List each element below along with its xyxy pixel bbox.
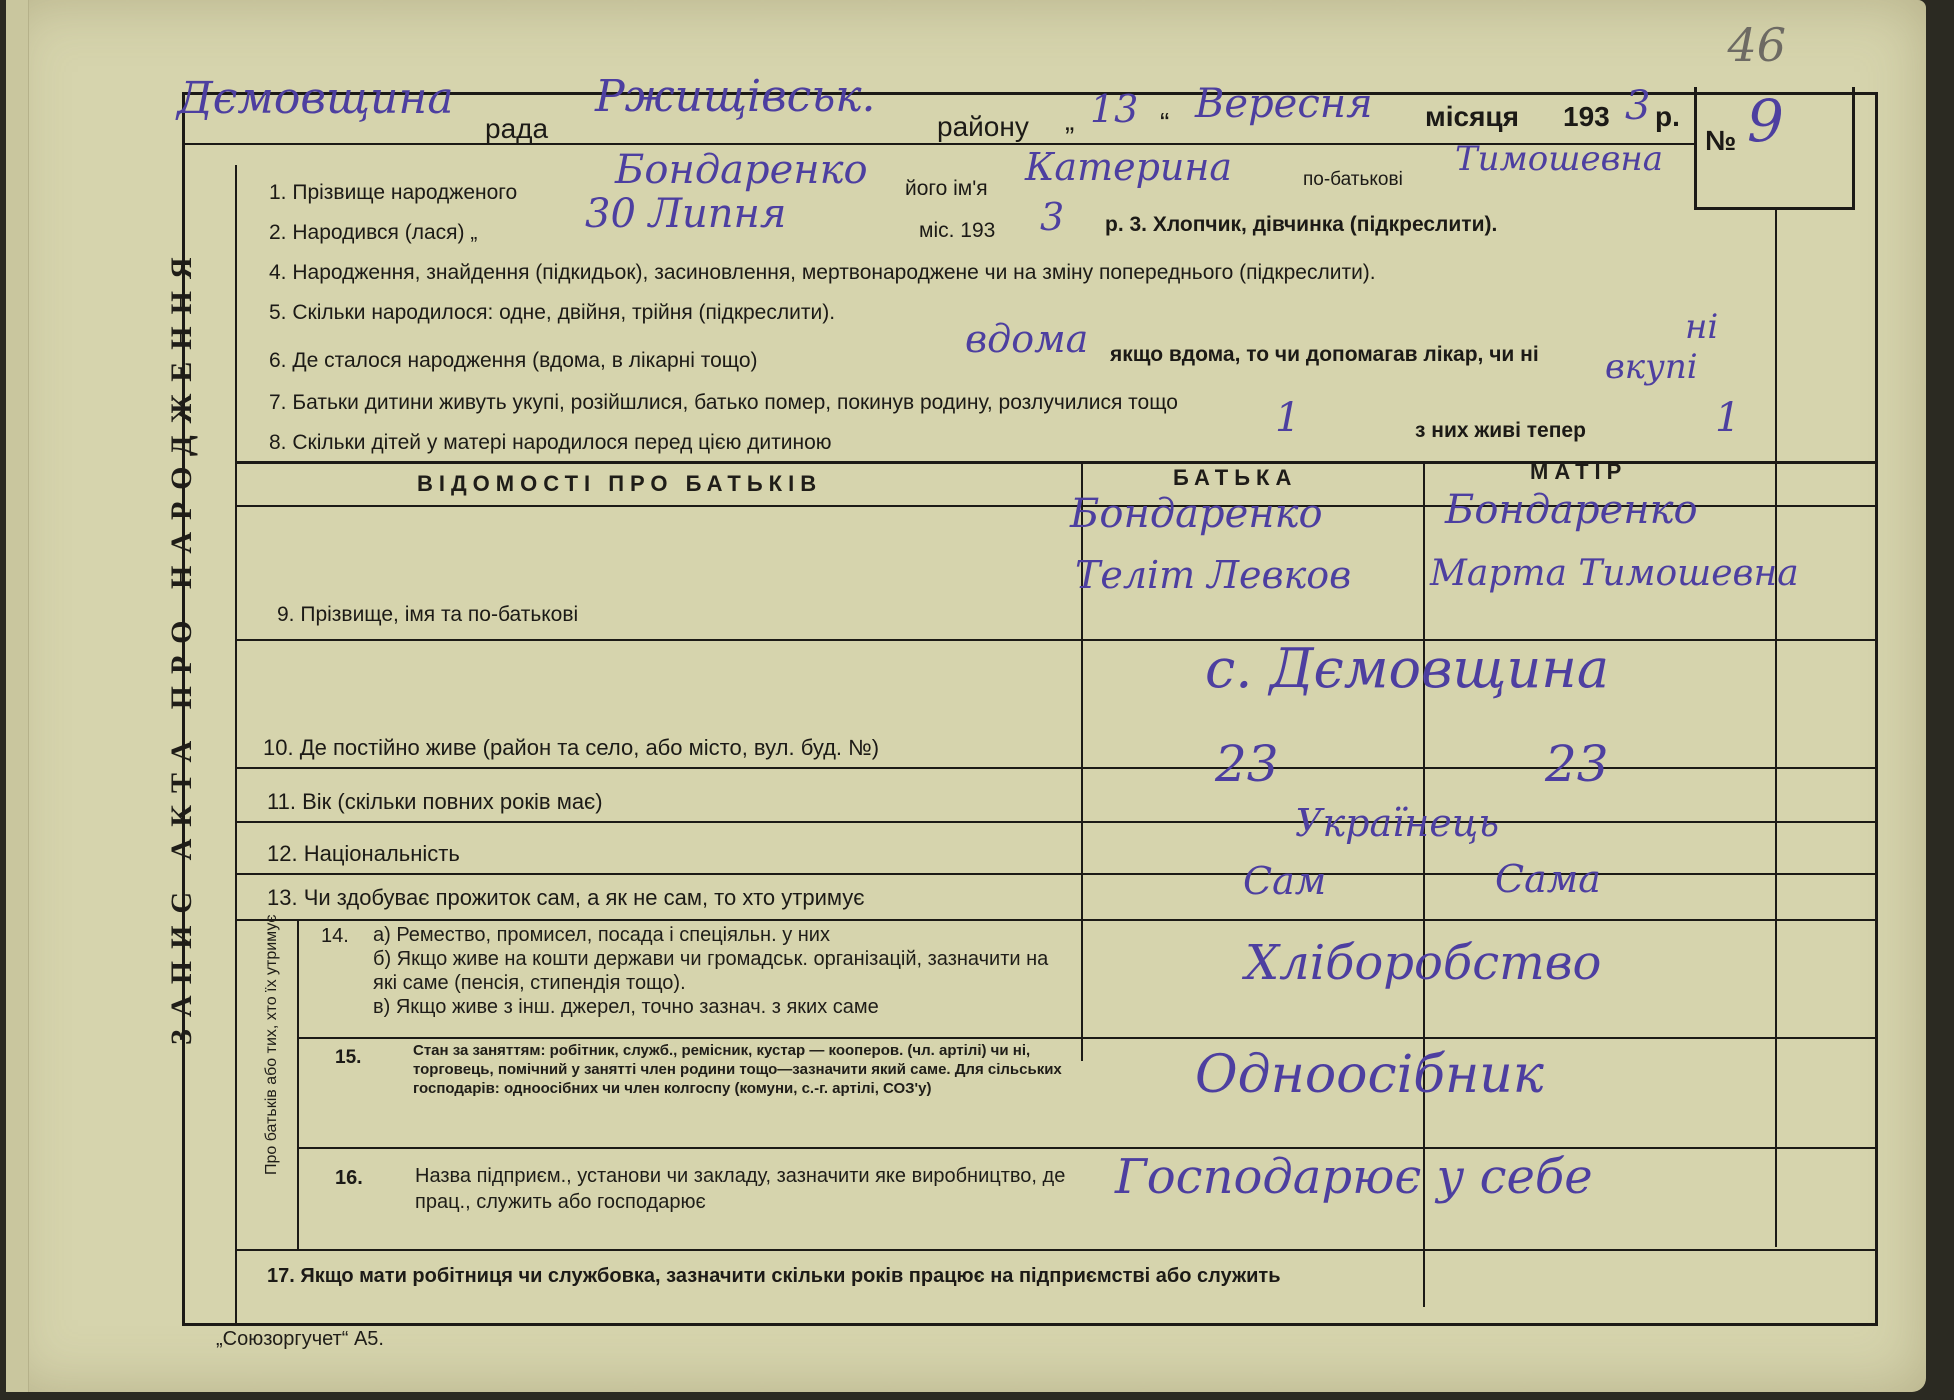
item-1-name-label: його ім'я [905, 177, 988, 200]
item-6-label: 6. Де сталося народження (вдома, в лікарні тощо) [269, 349, 758, 372]
item-7-label: 7. Батьки дитини живуть укупі, розійшлися, батько помер, покинув родину, розлучилися тощо [269, 391, 1178, 414]
right-column-rule [1775, 207, 1777, 1247]
birth-record-form: Дємовщина рада Ржищівськ. району „ 13 “ Вересня місяця 193 3 р. № 9 ЗАПИС АКТА ПРО НАРОДЖЕННЯ 1. Прізвище народженого Бондаренко його ім'я Катерина по-батькові Тимошевна 2. Народився (лася) „ 30 Липня міс. 193 3 р. 3. Хлопчик, дівчинка (підкреслити). 4. Народження, знайдення (підкидьок), засиновлення, мертвонароджене чи на зміну попереднього (підкреслити). 5. Скільки народилося: одне, двійня, трійня (підкреслити). 6. Де сталося народження (вдома, в лікарні тощо) вдома якщо вдома, то чи допомагав лікар, чи ні ні 7. Батьки дитини живуть укупі, розійшлися, батько помер, покинув родину, розлучилися тощо вкупі 8. Скільки дітей у матері народилося перед цією дитиною 1 з них живі тепер 1 ВІДОМОСТІ ПРО БАТЬКІВ БАТЬКА МАТІР Бондаренко Теліт Левков Бондаренко Марта Тимошевна 9. Прізвище, імя та по-батькові с. Дємовщина 10. Де постійно живе (район та село, або місто, вул. буд. №) 23 23 11. Вік (скільки повних років має) Українець 12. Національність Сам Сама 13. Чи здобуває прожиток сам, а як не сам, то хто утримує Про батьків або тих, хто їх утримує 14. а) Ремество, промисел, посада і спеціяльн. у них б) Якщо живе на кошти держави чи громадськ. організацій, зазначити на які саме (пенсія, стипендія тощо). в) Якщо живе з інш. джерел, точно зазнач. з яких саме Хліборобство 15. Стан за заняттям: робітник, служб., ремісник, кустар — кооперов. (чл. артілі) чи ні, торговець, помічний у занятті член родини тощо—зазначити який саме. Для сільських господарів: одноосібних чи член колгоспу (комуни, с.-г. артілі, СОЗ'у) Одноосібник 16. Назва підприєм., установи чи закладу, зазначити яке виробництво, де прац., служить або господарює Господарює у себе 17. Якщо мати робітниця чи службовка, зазначити скільки років працює на підприємстві або служить [182, 92, 1878, 1326]
row-16-number: 16. [335, 1167, 363, 1189]
mother-column-header: МАТІР [1530, 459, 1628, 484]
item-6-question: якщо вдома, то чи допомагав лікар, чи ні [1110, 343, 1539, 366]
day-handwritten: 13 [1090, 87, 1139, 131]
item-2-label: 2. Народився (лася) „ [269, 221, 478, 244]
year-handwritten: 3 [1625, 83, 1651, 129]
father-name: Теліт Левков [1075, 553, 1352, 597]
district-label: району [937, 111, 1029, 142]
item-1-surname: Бондаренко [615, 147, 868, 193]
mother-support: Сама [1495, 857, 1601, 901]
row-15-rule [297, 1147, 1875, 1149]
workplace-handwritten: Господарює у себе [1115, 1149, 1593, 1205]
nationality-handwritten: Українець [1295, 801, 1500, 845]
number-label: № [1705, 125, 1737, 156]
item-2-year: 3 [1040, 195, 1065, 239]
form-paper [6, 0, 1926, 1392]
archive-page-number: 46 [1727, 18, 1786, 72]
row-10-label: 10. Де постійно живе (район та село, або місто, вул. буд. №) [263, 735, 880, 760]
item-1-label: 1. Прізвище народженого [269, 181, 518, 204]
record-number-box [1694, 87, 1855, 210]
quote-close: “ [1160, 107, 1170, 138]
month-handwritten: Вересня [1195, 81, 1373, 127]
item-7-answer: вкупі [1605, 347, 1698, 387]
row-13-label: 13. Чи здобуває прожиток сам, а як не сам, то хто утримує [267, 885, 865, 910]
row-16-rule [235, 1249, 1875, 1251]
mother-age: 23 [1545, 735, 1609, 793]
row-16-text: Назва підприєм., установи чи закладу, зазначити яке виробництво, де прац., служить або господарює [415, 1165, 1066, 1213]
item-5: 5. Скільки народилося: одне, двійня, трійня (підкреслити). [269, 301, 836, 324]
row-12-rule [235, 873, 1875, 875]
row-14-c: в) Якщо живе з інш. джерел, точно зазнач. з яких саме [373, 996, 879, 1018]
record-number-handwritten: 9 [1747, 87, 1784, 155]
father-age: 23 [1215, 735, 1279, 793]
row-9-rule [235, 639, 1875, 641]
mother-surname: Бондаренко [1445, 487, 1698, 533]
row-12-label: 12. Національність [267, 841, 460, 866]
residence-handwritten: с. Дємовщина [1205, 637, 1610, 700]
year-suffix: р. [1655, 101, 1680, 132]
parents-section-title: ВІДОМОСТІ ПРО БАТЬКІВ [417, 471, 823, 496]
father-column-header: БАТЬКА [1173, 465, 1298, 490]
group-col-rule [297, 919, 299, 1249]
row-15-number: 15. [335, 1047, 362, 1068]
group-side-label: Про батьків або тих, хто їх утримує [263, 914, 280, 1175]
row-11-rule [235, 821, 1875, 823]
item-1-patronymic: Тимошевна [1455, 139, 1664, 179]
item-2-date: 30 Липня [585, 191, 787, 237]
item-1-patronymic-label: по-батькові [1303, 169, 1403, 190]
item-6-place: вдома [965, 317, 1089, 361]
row-15-text: Стан за заняттям: робітник, служб., ремісник, кустар — кооперов. (чл. артілі) чи ні, торговець, помічний у занятті член родини тощо—зазначити який саме. Для сільських господарів: одноосібних чи член колгоспу (комуни, с.-г. артілі, СОЗ'у) [413, 1042, 1062, 1097]
council-handwritten: Дємовщина [177, 73, 454, 124]
item-8-alive-label: з них живі тепер [1415, 419, 1586, 442]
item-2-month-label: міс. 193 [919, 219, 996, 242]
item-8-count: 1 [1275, 395, 1301, 441]
district-handwritten: Ржищівськ. [595, 71, 876, 122]
item-8-alive: 1 [1715, 395, 1741, 441]
row-13-rule [235, 919, 1875, 921]
father-support: Сам [1243, 859, 1327, 903]
row-11-label: 11. Вік (скільки повних років має) [267, 789, 603, 814]
month-label: місяця [1425, 101, 1519, 132]
item-4: 4. Народження, знайдення (підкидьок), засиновлення, мертвонароджене чи на зміну попереднього (підкреслити). [269, 261, 1376, 284]
council-label: рада [485, 113, 549, 144]
row-14-text [373, 923, 1073, 1019]
status-handwritten: Одноосібник [1195, 1045, 1544, 1105]
row-14-b: б) Якщо живе на кошти держави чи громадськ. організацій, зазначити на які саме (пенсія, стипендія тощо). [373, 948, 1049, 994]
col-split-1 [1081, 461, 1083, 1061]
parents-table-top [235, 461, 1875, 464]
row-17-label: 17. Якщо мати робітниця чи службовка, зазначити скільки років працює на підприємстві або служить [267, 1265, 1281, 1287]
row-14-number: 14. [321, 925, 349, 947]
item-6-answer: ні [1685, 307, 1719, 347]
mother-name: Марта Тимошевна [1430, 553, 1799, 594]
item-1-name: Катерина [1025, 145, 1233, 189]
item-2-3-rest: р. 3. Хлопчик, дівчинка (підкреслити). [1105, 213, 1498, 236]
row-14-a: а) Ремество, промисел, посада і спеціяльн. у них [373, 924, 830, 946]
quote-open: „ [1065, 105, 1075, 136]
occupation-handwritten: Хліборобство [1245, 935, 1602, 991]
item-8-label: 8. Скільки дітей у матері народилося перед цією дитиною [269, 431, 832, 454]
father-surname: Бондаренко [1070, 491, 1323, 537]
paper-edge [6, 0, 29, 1392]
printer-imprint: „Союзоргучет“ А5. [216, 1328, 384, 1350]
year-prefix: 193 [1563, 101, 1610, 132]
row-14-rule [297, 1037, 1875, 1039]
row-9-label: 9. Прізвище, імя та по-батькові [277, 603, 579, 626]
side-column-rule [235, 165, 237, 1323]
row-10-rule [235, 767, 1875, 769]
